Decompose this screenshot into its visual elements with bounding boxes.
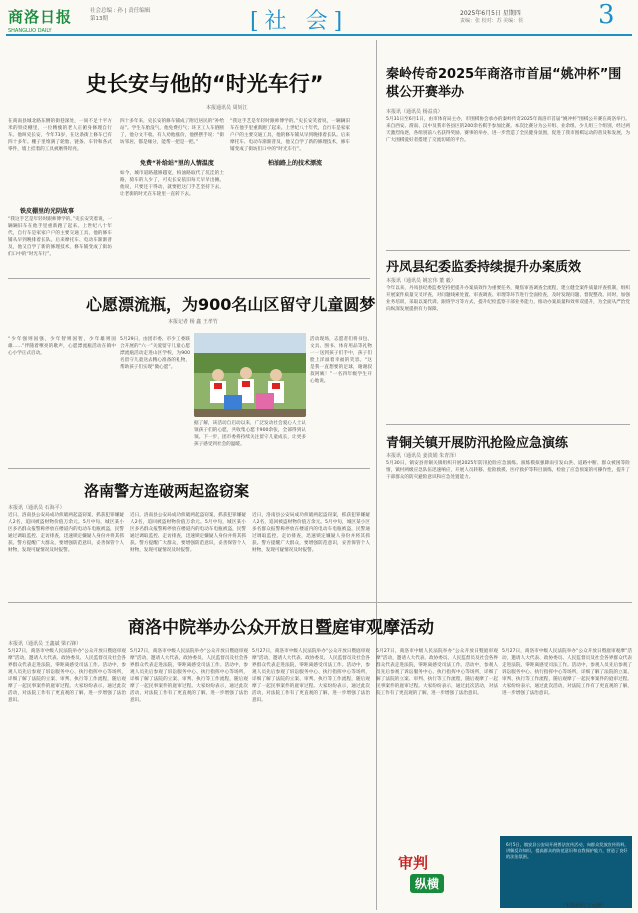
page-header (0, 0, 638, 34)
divider (8, 278, 370, 279)
article-6-body: 近日，洛南县公安局成功侦破两起盗窃案，抓获犯罪嫌疑人2名，追回被盗财物价值万余元。5月中旬，城区某小区多名群众报警称停放在楼道内的电动车电瓶被盗，民警通过调取监控、走访排查，迅速锁定嫌疑人身份并将其抓获。警方提醒广大群众，要增强防范意识，妥善保管个人财物，发现可疑情况及时报警。 (130, 513, 246, 553)
article-7-title: 商洛中院举办公众开放日暨庭审观摩活动 (128, 618, 434, 638)
article-5-title: 青铜关镇开展防汛抢险应急演练 (386, 436, 569, 451)
section-title: [社 会] (250, 9, 349, 34)
article-1-body: 如今，城市道路越修越宽，柏油路取代了坑洼的土路，骑车的人少了，可史长安依旧每天早早出摊。他说，只要还干得动，就要把这门手艺坚持下去，让老街的时光在车轮里一直转下去。 (120, 171, 224, 197)
article-5-body: 5月30日，镇安县青铜关镇组织开展2025年防汛抢险应急演练。演练模拟强降雨引发山洪、道路中断、群众被困等险情，镇村两级应急队伍迅速响应，开展人员转移、抢险救援、医疗救护等科目演练，检验了应急预案的可操作性，提升了干部群众的防灾避险意识和应急处置能力。 (386, 461, 630, 480)
article-2-body: 据了解，该活动自启动以来，广泛发动社会爱心人士认领孩子们的心愿，共收集心愿卡900余张，全部得到认领。下一步，团市委将持续关注留守儿童成长，让更多孩子感受到社会的温暖。 (194, 421, 306, 447)
article-2-byline: 本报记者 杨 鑫 王孝竹 (168, 319, 218, 325)
article-1-body: 在商南县城北路东侧的街巷深处，一间不足十平方米的铁皮棚里，一位精瘦的老人正俯身修理自行车。他叫史长安，今年73岁，在这条街上修车已有四十多年。棚子里堆满了轮胎、链条、车铃和各式零件，墙上挂着的工具被磨得锃亮。 (8, 119, 112, 152)
article-1-byline: 本报通讯员 周钊江 (206, 105, 248, 111)
article-3-body: 5月31日至6月1日，由市体育局主办，市围棋协会承办的秦岭传奇2025年商洛市首届“姚冲杯”围棋公开赛在商洛举行。来自西安、渭南、汉中及我市各县区的200余名棋手参加比赛。本次比赛分为公开组、业余组、少儿组三个组别，经过两天激烈角逐，各组别前八名获得奖励。赛事的举办，进一步营造了全民健身氛围，促进了我市围棋运动的普及和发展，为广大围棋爱好者搭建了交流切磋的平台。 (386, 117, 630, 143)
article-7-body: 5月27日，商洛市中级人民法院举办“公众开放日暨庭审观摩”活动，邀请人大代表、政协委员、人民监督员及社会各界群众代表走进法院，零距离感受司法工作。活动中，参观人员先后参观了诉讼服务中心、执行指挥中心等场所，详细了解了法院的立案、审判、执行等工作流程，随后观摩了一起民事案件的庭审过程。大家纷纷表示，通过此次活动，对法院工作有了更直观的了解，进一步增强了法治意识。 (376, 649, 498, 696)
article-2-body: 5月29日，由团市委、市少工委联合开展的“六一”关爱留守儿童心愿漂流瓶活动走进山区学校，为900名留守儿童送去精心准备的礼物，帮助孩子们实现“微心愿”。 (120, 337, 190, 370)
article-1-subhead: 铁皮棚里的光阴故事 (20, 208, 75, 215)
issue-date: 2025年6月5日 星期四 (460, 10, 521, 17)
article-3-title: 秦岭传奇2025年商洛市首届“姚冲杯”围棋公开赛举办 (386, 67, 622, 100)
trial-column-logo: 审判 纵横 (388, 852, 460, 900)
divider (386, 250, 630, 251)
article-7-body: 5月27日，商洛市中级人民法院举办“公众开放日暨庭审观摩”活动，邀请人大代表、政协委员、人民监督员及社会各界群众代表走进法院，零距离感受司法工作。活动中，参观人员先后参观了诉讼服务中心、执行指挥中心等场所，详细了解了法院的立案、审判、执行等工作流程，随后观摩了一起民事案件的庭审过程。大家纷纷表示，通过此次活动，对法院工作有了更直观的了解，进一步增强了法治意识。 (8, 649, 126, 703)
article-2-title: 心愿漂流瓶，为900名山区留守儿童圆梦 (86, 295, 376, 314)
article-2-body: “少年强则国强，少年智则国智，少年雄则国雄……”伴随着嘹亮的歌声，心愿漂流瓶活动在镇中心小学正式启动。 (8, 337, 116, 356)
article-1-subhead: 免费“补给站”里的人情温度 (140, 160, 214, 167)
editor-line: 责编：张 校对：苏 美编：侯 (460, 18, 524, 24)
article-2-body: 活动现场，志愿者们将书包、文具、图书、体育用品等礼物一一送到孩子们手中，孩子们脸上洋溢着幸福的笑容。“这是我一直想要的足球，谢谢叔叔阿姨！”一名四年级学生开心地说。 (310, 337, 372, 384)
article-7-byline: 本报讯（通讯员 王鑫斌 梁石锋） (8, 641, 82, 647)
divider (386, 424, 630, 425)
article-2-photo (194, 333, 306, 417)
masthead: 商洛日报 SHANGLUO DAILY (8, 8, 73, 34)
article-4-byline: 本报讯（通讯员 姚宏伟 董 毅） (386, 278, 456, 284)
header-info: 社会总编 : 孙 | 责任编辑 第13期 (90, 8, 151, 22)
header-rule (6, 34, 632, 36)
article-4-body: 今年以来，丹凤县纪委监委坚持把提升办案质效作为重要任务，聚焦审查调查全流程，建立健全案件质量评查机制，组织开展案件质量交叉评查，对问题线索处置、审查调查、审理等环节进行全面检查，及时发现问题、督促整改。同时，加强业务培训，采取以案代训、跟班学习等方式，提升纪检监察干部业务能力，推动办案质量和效率双提升，为全面从严治党向纵深发展提供有力保障。 (386, 286, 630, 312)
divider (8, 468, 370, 469)
article-7-body: 5月27日，商洛市中级人民法院举办“公众开放日暨庭审观摩”活动，邀请人大代表、政协委员、人民监督员及社会各界群众代表走进法院，零距离感受司法工作。活动中，参观人员先后参观了诉讼服务中心、执行指挥中心等场所，详细了解了法院的立案、审判、执行等工作流程，随后观摩了一起民事案件的庭审过程。大家纷纷表示，通过此次活动，对法院工作有了更直观的了解，进一步增强了法治意识。 (502, 649, 632, 696)
article-6-body: 近日，洛南县公安局成功侦破两起盗窃案，抓获犯罪嫌疑人2名，追回被盗财物价值万余元。5月中旬，城区某小区多名群众报警称停放在楼道内的电动车电瓶被盗，民警通过调取监控、走访排查，迅速锁定嫌疑人身份并将其抓获。警方提醒广大群众，要增强防范意识，妥善保管个人财物，发现可疑情况及时报警。 (252, 513, 370, 553)
article-6-title: 洛南警方连破两起盗窃案 (84, 482, 250, 500)
page-number: 3 (598, 0, 615, 30)
ad-text: 6月5日，镇安县公安局开展普法宣传活动，向群众发放宣传资料，讲解反诈知识，提高群众的防范意识和自我保护能力，营造了良好的法治氛围。 (506, 842, 629, 859)
article-4-title: 丹凤县纪委监委持续提升办案质效 (386, 260, 582, 275)
article-1-title: 史长安与他的“时光车行” (86, 72, 324, 96)
article-5-byline: 本报讯（通讯员 姜淡娟 朱青泽） (386, 453, 460, 459)
article-1-body: “我这手艺是年轻时跟师傅学的。”史长安笑着说，一辆辆旧车在他手里重新跑了起来。上世纪八十年代，自行车是家家户户的主要交通工具，他的修车铺从早到晚排着长队。后来摩托车、电动车渐渐普及，他又自学了新的修理技术，修车铺变成了街坊们口中的“时光车行”。 (8, 217, 112, 257)
article-7-body: 5月27日，商洛市中级人民法院举办“公众开放日暨庭审观摩”活动，邀请人大代表、政协委员、人民监督员及社会各界群众代表走进法院，零距离感受司法工作。活动中，参观人员先后参观了诉讼服务中心、执行指挥中心等场所，详细了解了法院的立案、审判、执行等工作流程，随后观摩了一起民事案件的庭审过程。大家纷纷表示，通过此次活动，对法院工作有了更直观的了解，进一步增强了法治意识。 (130, 649, 248, 703)
article-1-body: “我这手艺是年轻时跟师傅学的。”史长安笑着说，一辆辆旧车在他手里重新跑了起来。上世纪八十年代，自行车是家家户户的主要交通工具，他的修车铺从早到晚排着长队。后来摩托车、电动车渐渐普及，他又自学了新的修理技术，修车铺变成了街坊们口中的“时光车行”。 (230, 119, 350, 152)
article-7-body: 5月27日，商洛市中级人民法院举办“公众开放日暨庭审观摩”活动，邀请人大代表、政协委员、人民监督员及社会各界群众代表走进法院，零距离感受司法工作。活动中，参观人员先后参观了诉讼服务中心、执行指挥中心等场所，详细了解了法院的立案、审判、执行等工作流程，随后观摩了一起民事案件的庭审过程。大家纷纷表示，通过此次活动，对法院工作有了更直观的了解，进一步增强了法治意识。 (252, 649, 370, 703)
article-6-body: 近日，洛南县公安局成功侦破两起盗窃案，抓获犯罪嫌疑人2名，追回被盗财物价值万余元。5月中旬，城区某小区多名群众报警称停放在楼道内的电动车电瓶被盗，民警通过调取监控、走访排查，迅速锁定嫌疑人身份并将其抓获。警方提醒广大群众，要增强防范意识，妥善保管个人财物，发现可疑情况及时报警。 (8, 513, 124, 553)
article-1-subhead: 柏油路上的技术漂流 (268, 160, 323, 167)
editor-credit: （本版组织 宁远颜） (560, 903, 607, 909)
divider (8, 602, 632, 603)
article-3-byline: 本报讯（通讯员 杨益真） (386, 109, 443, 115)
article-6-byline: 本报讯（通讯员 石海平） (8, 505, 65, 511)
article-1-body: 四十多年来，史长安的修车铺成了附近居民的“补给站”。学生车胎没气，他免费打气；环卫工人车链断了，他分文不收。有人劝他涨价，他摆摆手说：“街坊邻居，都是缘分，能帮一把是一把。” (120, 119, 224, 145)
